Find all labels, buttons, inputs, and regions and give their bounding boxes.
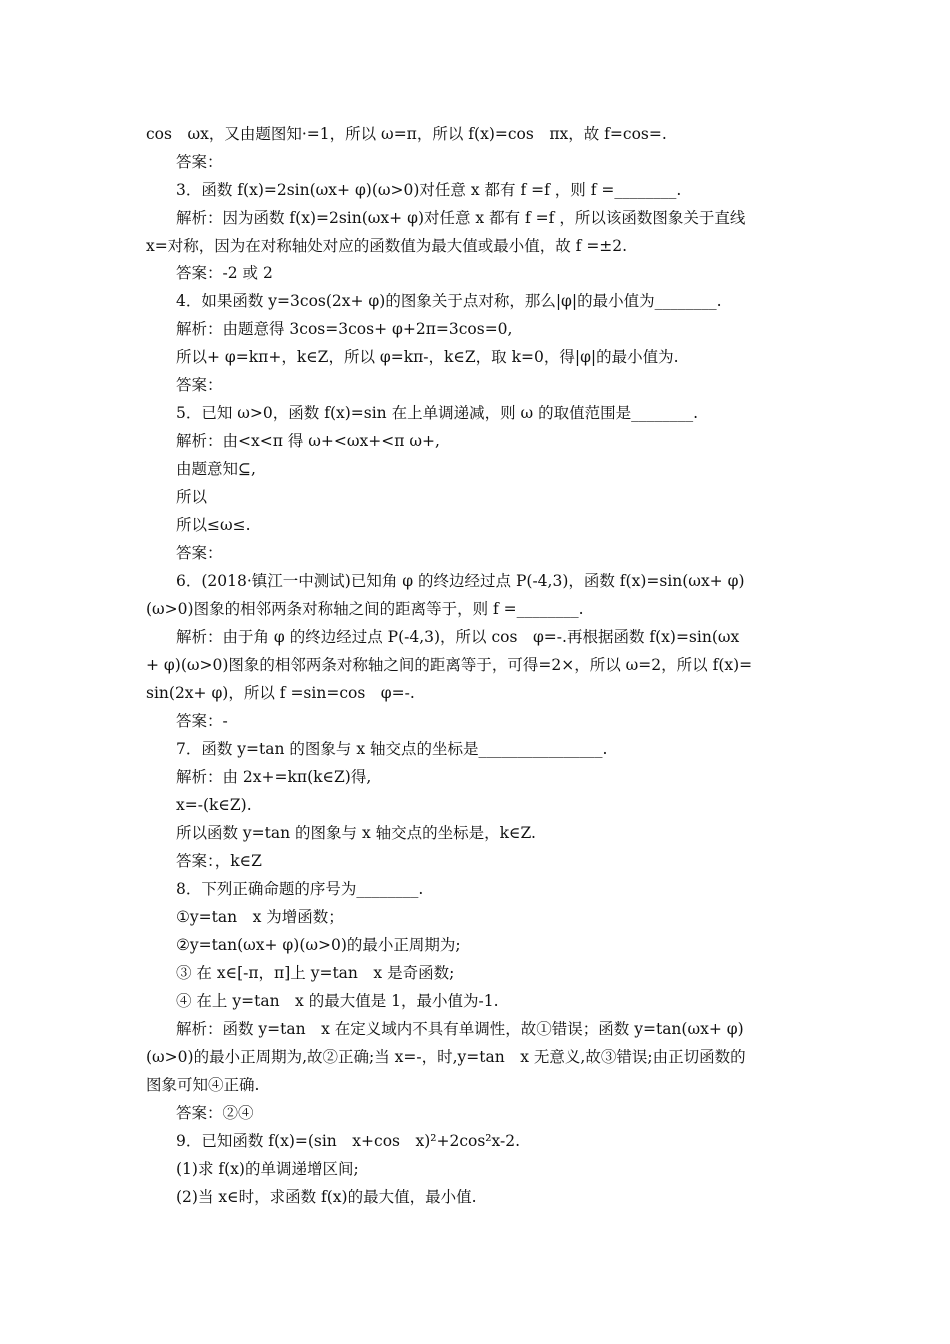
text-line: x=-(k∈Z).: [176, 796, 252, 814]
question-4: 4．如果函数 y=3cos(2x+ φ)的图象关于点对称，那么|φ|的最小值为________.: [176, 292, 722, 310]
option-3: ③ 在 x∈[-π，π]上 y=tan x 是奇函数;: [176, 964, 455, 982]
option-2: ②y=tan(ωx+ φ)(ω>0)的最小正周期为;: [176, 936, 461, 954]
text-line: 所以+ φ=kπ+，k∈Z，所以 φ=kπ-，k∈Z，取 k=0，得|φ|的最小值为.: [176, 348, 679, 366]
answer-label: 答案：: [176, 376, 223, 394]
text-line: (ω>0)图象的相邻两条对称轴之间的距离等于，则 f =________.: [146, 600, 584, 618]
solution-text: 解析：由题意得 3cos=3cos+ φ+2π=3cos=0,: [176, 320, 513, 338]
solution-text: 解析：由 2x+=kπ(k∈Z)得,: [176, 768, 372, 786]
question-7: 7．函数 y=tan 的图象与 x 轴交点的坐标是________________.: [176, 740, 608, 758]
question-3: 3．函数 f(x)=2sin(ωx+ φ)(ω>0)对任意 x 都有 f =f ，则 f =________.: [176, 181, 682, 199]
text-line: 所以: [176, 488, 208, 506]
answer-label: 答案：-: [176, 712, 228, 730]
text-line: + φ)(ω>0)图象的相邻两条对称轴之间的距离等于，可得=2×，所以 ω=2，所以 f(x)=: [146, 656, 753, 674]
text-line: 所以函数 y=tan 的图象与 x 轴交点的坐标是，k∈Z.: [176, 824, 536, 842]
answer-label: 答案：，k∈Z: [176, 852, 262, 870]
text-line: 由题意知⊆,: [176, 460, 256, 478]
text-line: cos ωx，又由题图知·=1，所以 ω=π，所以 f(x)=cos πx，故 f=cos=.: [146, 125, 667, 143]
option-1: ①y=tan x 为增函数；: [176, 908, 344, 926]
answer-label: 答案：-2 或 2: [176, 264, 273, 282]
question-5: 5．已知 ω>0，函数 f(x)=sin 在上单调递减，则 ω 的取值范围是________.: [176, 404, 699, 422]
option-4: ④ 在上 y=tan x 的最大值是 1，最小值为-1.: [176, 992, 499, 1010]
sub-question-1: (1)求 f(x)的单调递增区间;: [176, 1160, 359, 1178]
text-line: sin(2x+ φ)，所以 f =sin=cos φ=-.: [146, 684, 415, 702]
solution-text: 解析：因为函数 f(x)=2sin(ωx+ φ)对任意 x 都有 f =f ，所以该函数图象关于直线: [176, 209, 746, 227]
question-9: 9．已知函数 f(x)=(sin x+cos x)²+2cos²x-2.: [176, 1132, 521, 1150]
text-line: 所以≤ω≤.: [176, 516, 251, 534]
answer-label: 答案：: [176, 544, 223, 562]
solution-text: 解析：由于角 φ 的终边经过点 P(-4,3)，所以 cos φ=-.再根据函数 f(x)=sin(ωx: [176, 628, 740, 646]
text-line: 图象可知④正确.: [146, 1076, 260, 1094]
solution-text: 解析：由<x<π 得 ω+<ωx+<π ω+,: [176, 432, 440, 450]
text-line: x=对称，因为在对称轴处对应的函数值为最大值或最小值，故 f =±2.: [146, 237, 628, 255]
sub-question-2: (2)当 x∈时，求函数 f(x)的最大值，最小值.: [176, 1188, 477, 1206]
question-6: 6．(2018·镇江一中测试)已知角 φ 的终边经过点 P(-4,3)，函数 f(x)=sin(ωx+ φ): [176, 572, 745, 590]
text-line: (ω>0)的最小正周期为,故②正确;当 x=-，时,y=tan x 无意义,故③错误;由正切函数的: [146, 1048, 746, 1066]
solution-text: 解析：函数 y=tan x 在定义域内不具有单调性，故①错误；函数 y=tan(ωx+ φ): [176, 1020, 744, 1038]
answer-label: 答案：: [176, 153, 223, 171]
answer-label: 答案：②④: [176, 1104, 254, 1122]
question-8: 8．下列正确命题的序号为________.: [176, 880, 424, 898]
